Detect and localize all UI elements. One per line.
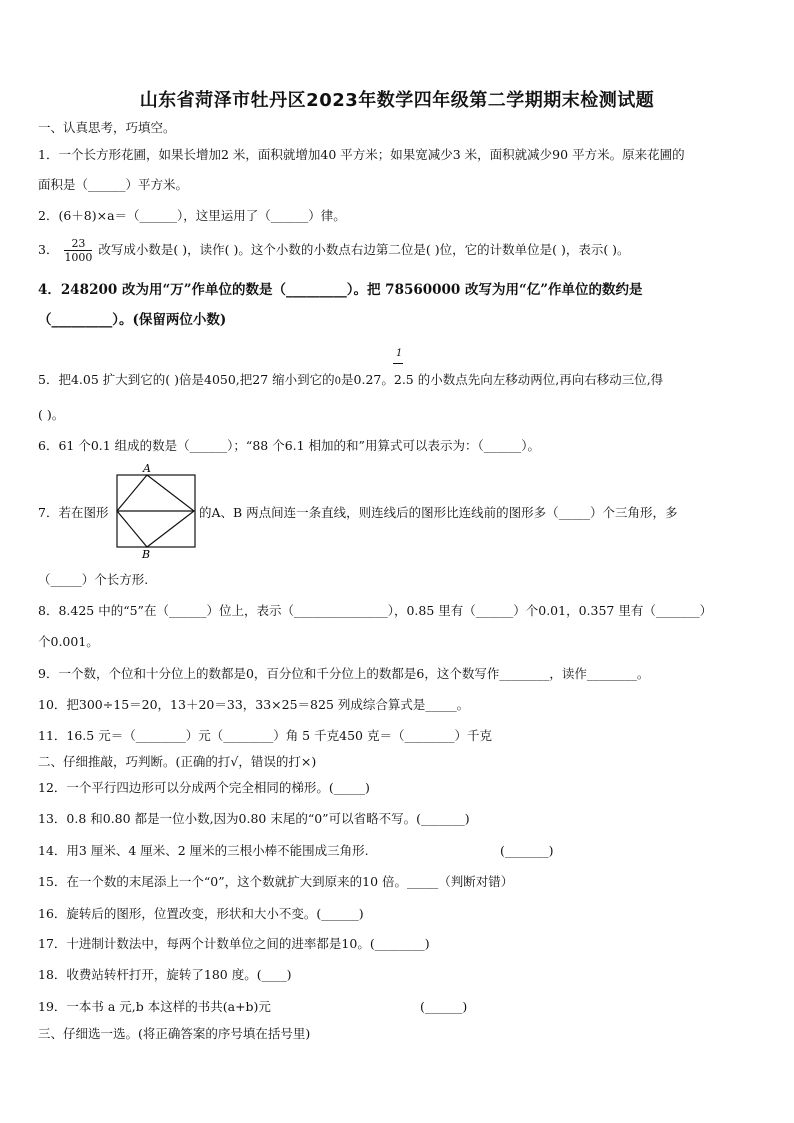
question-7-prefix: 7．若在图形 bbox=[38, 505, 109, 520]
question-4-line-1: 4．248200 改为用“万”作单位的数是（_________）。把 78560000 改写为用“亿”作单位的数约是 bbox=[38, 282, 643, 298]
question-14: 14．用3 厘米、4 厘米、2 厘米的三根小棒不能围成三角形. bbox=[38, 843, 369, 858]
question-7-text: 的A、B 两点间连一条直线，则连线后的图形比连线前的图形多（_____）个三角形，多 bbox=[199, 505, 678, 520]
question-1-line-2: 面积是（______）平方米。 bbox=[38, 177, 189, 192]
point-a-label: A bbox=[143, 462, 151, 475]
question-14-blank: (_______) bbox=[500, 843, 554, 858]
fraction-numerator: 23 bbox=[64, 237, 92, 251]
rectangle-rhombus-figure bbox=[116, 462, 196, 558]
question-15: 15．在一个数的末尾添上一个“0”，这个数就扩大到原来的10 倍。_____（判断对错） bbox=[38, 874, 514, 889]
question-5-fraction-denominator: 0 bbox=[334, 376, 342, 387]
question-1-line-1: 1．一个长方形花圃，如果长增加2 米，面积就增加40 平方米；如果宽减少3 米，面积就减少90 平方米。原来花圃的 bbox=[38, 147, 685, 162]
question-16: 16．旋转后的图形，位置改变，形状和大小不变。(______) bbox=[38, 906, 364, 921]
fraction-23-1000 bbox=[64, 237, 92, 264]
section-3-heading: 三、仔细选一选。(将正确答案的序号填在括号里) bbox=[38, 1026, 311, 1041]
question-18: 18．收费站转杆打开，旋转了180 度。(____) bbox=[38, 967, 292, 982]
question-5-fraction-numerator: 1 bbox=[396, 348, 403, 359]
section-2-heading: 二、仔细推敲，巧判断。(正确的打√，错误的打×) bbox=[38, 754, 317, 769]
question-5-text-a: 5．把4.05 扩大到它的( )倍是4050,把27 缩小到它的 bbox=[38, 372, 335, 387]
question-13: 13．0.8 和0.80 都是一位小数,因为0.80 末尾的“0”可以省略不写。(_______) bbox=[38, 811, 470, 826]
question-8-line-1: 8．8.425 中的“5”在（______）位上，表示（_______________），0.85 里有（______）个0.01，0.357 里有（_______） bbox=[38, 603, 713, 618]
question-3-number: 3． bbox=[38, 242, 59, 257]
question-5-fraction-bar bbox=[393, 363, 403, 364]
question-9: 9．一个数，个位和十分位上的数都是0，百分位和千分位上的数都是6，这个数写作________，读作________。 bbox=[38, 666, 650, 681]
question-11: 11．16.5 元＝（________）元（________）角 5 千克450 克＝（________）千克 bbox=[38, 728, 492, 743]
question-19-blank: (______) bbox=[420, 999, 468, 1014]
question-3 bbox=[38, 237, 630, 264]
page-title: 山东省菏泽市牡丹区2023年数学四年级第二学期期末检测试题 bbox=[139, 90, 655, 111]
question-5-line-1 bbox=[38, 372, 663, 390]
point-b-label: B bbox=[142, 548, 151, 558]
fraction-denominator: 1000 bbox=[64, 251, 93, 264]
question-8-line-2: 个0.001。 bbox=[38, 634, 99, 649]
question-4-line-2: （_________）。(保留两位小数) bbox=[38, 312, 227, 328]
question-19: 19．一本书 a 元,b 本这样的书共(a+b)元 bbox=[38, 999, 271, 1014]
question-12: 12．一个平行四边形可以分成两个完全相同的梯形。(_____) bbox=[38, 780, 370, 795]
question-17: 17．十进制计数法中，每两个计数单位之间的进率都是10。(________) bbox=[38, 936, 430, 951]
question-10: 10．把300÷15＝20，13＋20＝33，33×25＝825 列成综合算式是_____。 bbox=[38, 697, 470, 712]
question-2: 2．(6＋8)×a＝（______），这里运用了（______）律。 bbox=[38, 208, 346, 223]
question-7-line-2: （_____）个长方形. bbox=[38, 572, 149, 587]
section-1-heading: 一、认真思考，巧填空。 bbox=[38, 120, 176, 135]
question-6: 6．61 个0.1 组成的数是（______）；“88 个6.1 相加的和”用算式可以表示为：（______）。 bbox=[38, 438, 540, 453]
question-5-line-2: ( )。 bbox=[38, 407, 65, 422]
question-3-text: 改写成小数是( )，读作( )。这个小数的小数点右边第二位是( )位，它的计数单位是( )，表示( )。 bbox=[98, 242, 630, 257]
question-5-text-b: 是0.27。2.5 的小数点先向左移动两位,再向右移动三位,得 bbox=[341, 372, 664, 387]
